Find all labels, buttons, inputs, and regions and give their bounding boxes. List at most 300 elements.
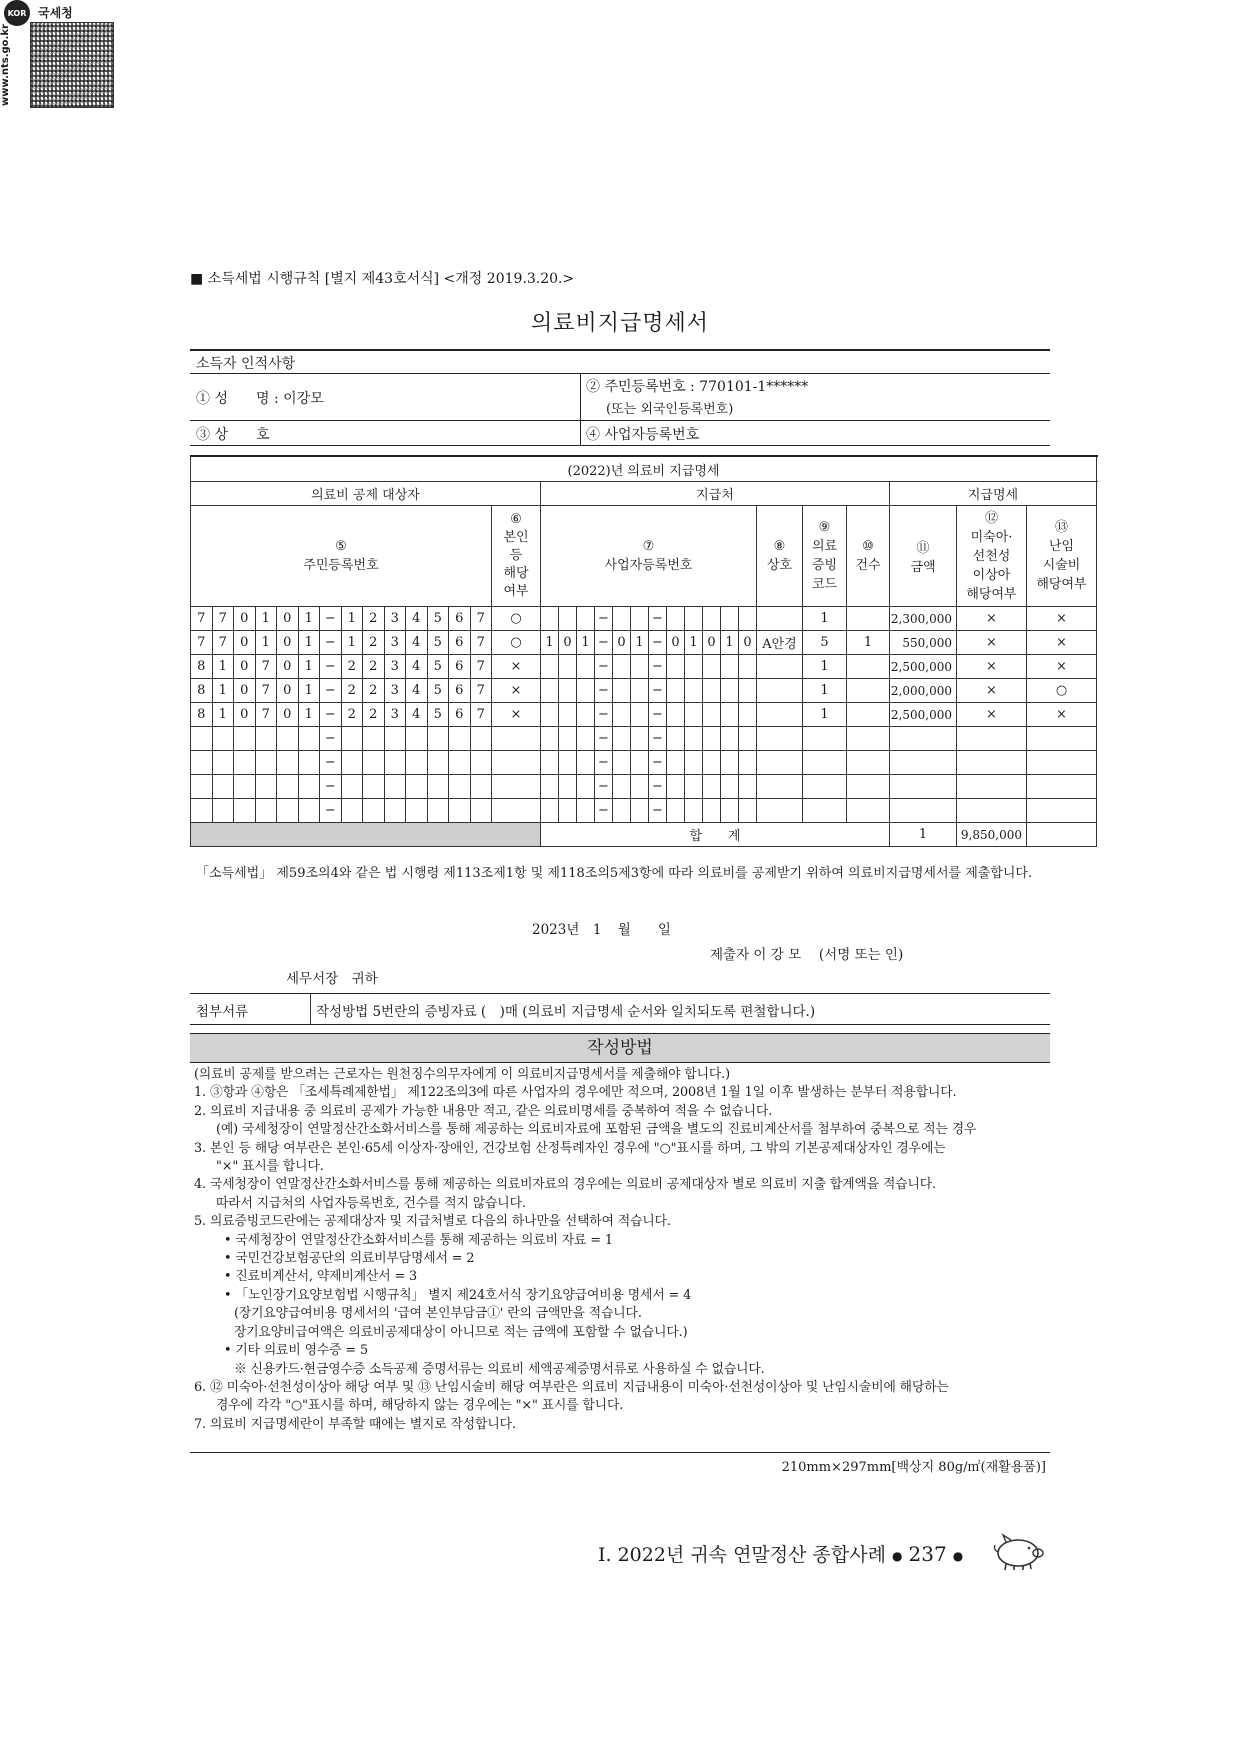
- rrn-digit-cell: 8: [191, 703, 213, 727]
- rrn-digit-cell: [406, 751, 428, 775]
- rrn-digit-cell: −: [320, 703, 342, 727]
- howto-line: 5. 의료증빙코드란에는 공제대상자 및 지급처별로 다음의 하나만을 선택하여 적습니다.: [194, 1214, 671, 1230]
- submitter-signature: 제출자 이 강 모 (서명 또는 인): [710, 947, 904, 963]
- bizno-digit-cell: [613, 799, 631, 823]
- empty-cell: [757, 727, 803, 751]
- bizno-digit-cell: [613, 727, 631, 751]
- bizno-digit-cell: [577, 799, 595, 823]
- bizno-digit-cell: −: [595, 703, 613, 727]
- rrn-digit-cell: [212, 751, 234, 775]
- howto-line: 경우에 각각 "○"표시를 하며, 해당하지 않는 경우에는 "×" 표시를 합니다.: [216, 1398, 624, 1414]
- rrn-digit-cell: 1: [341, 631, 363, 655]
- bizno-digit-cell: 0: [559, 631, 577, 655]
- howto-line: 장기요양비급여액은 의료비공제대상이 아니므로 적는 금액에 포함할 수 없습니다.): [234, 1324, 688, 1340]
- col-header-amount: ⑪ 금액: [890, 506, 957, 607]
- rrn-digit-cell: 5: [427, 655, 449, 679]
- infertility-cell: ×: [1027, 655, 1097, 679]
- group-header-details: 지급명세: [890, 482, 1097, 506]
- name-field: [196, 388, 324, 408]
- bizno-digit-cell: [685, 679, 703, 703]
- total-amount: 9,850,000: [957, 823, 1027, 847]
- rrn-digit-cell: 6: [449, 679, 471, 703]
- bizno-digit-cell: [577, 679, 595, 703]
- howto-instructions: [194, 1066, 1050, 1434]
- empty-cell: [1027, 823, 1097, 847]
- bizno-digit-cell: [703, 655, 721, 679]
- self-flag-cell: [492, 751, 541, 775]
- rrn-digit-cell: 3: [384, 631, 406, 655]
- rrn-digit-cell: [255, 799, 277, 823]
- rrn-digit-cell: 1: [341, 607, 363, 631]
- infertility-cell: ×: [1027, 631, 1097, 655]
- form-reference: ■ 소득세법 시행규칙 [별지 제43호서식] <개정 2019.3.20.>: [190, 271, 575, 287]
- bizno-digit-cell: [703, 775, 721, 799]
- bizno-digit-cell: [739, 655, 757, 679]
- shaded-cell: [191, 823, 541, 847]
- count-cell: [847, 679, 890, 703]
- rrn-sub-label: (또는 외국인등록번호): [606, 402, 734, 417]
- howto-line: • 국민건강보험공단의 의료비부담명세서 = 2: [224, 1251, 475, 1267]
- rrn-digit-cell: [427, 775, 449, 799]
- bizno-digit-cell: [667, 751, 685, 775]
- rrn-digit-cell: [341, 751, 363, 775]
- rrn-digit-cell: 1: [298, 679, 320, 703]
- rrn-digit-cell: 6: [449, 655, 471, 679]
- infertility-cell: ○: [1027, 679, 1097, 703]
- howto-line: (장기요양급여비용 명세서의 '급여 본인부담금①' 란의 금액만을 적습니다.: [234, 1306, 642, 1322]
- medical-expense-table: [190, 455, 1097, 847]
- rrn-digit-cell: [255, 751, 277, 775]
- table-row: [191, 679, 1097, 703]
- rrn-digit-cell: [470, 799, 492, 823]
- rrn-digit-cell: [427, 727, 449, 751]
- bizno-digit-cell: [631, 751, 649, 775]
- count-cell: [847, 607, 890, 631]
- self-flag-cell: ×: [492, 703, 541, 727]
- bizno-digit-cell: [613, 655, 631, 679]
- bizno-digit-cell: [541, 655, 559, 679]
- footer-bullet: ●: [952, 1549, 964, 1563]
- bizno-digit-cell: [613, 607, 631, 631]
- rrn-digit-cell: 4: [406, 655, 428, 679]
- bizno-digit-cell: [613, 775, 631, 799]
- empty-cell: [890, 751, 957, 775]
- kor-badge: KOR: [4, 0, 30, 26]
- pig-icon: [990, 1530, 1046, 1572]
- rrn-label: ② 주민등록번호 :: [586, 379, 700, 395]
- amount-cell: 2,300,000: [890, 607, 957, 631]
- empty-cell: [803, 799, 847, 823]
- empty-cell: [803, 751, 847, 775]
- footer-chapter: Ⅰ. 2022년 귀속 연말정산 종합사례: [598, 1544, 886, 1566]
- bizno-digit-cell: [631, 727, 649, 751]
- empty-cell: [890, 727, 957, 751]
- bizno-label: ④ 사업자등록번호: [586, 427, 700, 443]
- empty-cell: [1027, 775, 1097, 799]
- bizno-digit-cell: [739, 799, 757, 823]
- page-footer: [598, 1540, 963, 1567]
- bizno-digit-cell: [577, 703, 595, 727]
- bizno-digit-cell: [721, 727, 739, 751]
- table-row: [191, 631, 1097, 655]
- empty-cell: [847, 751, 890, 775]
- attachment-value: 작성방법 5번란의 증빙자료 ( )매 (의료비 지급명세 순서와 일치되도록 편철합니다.): [316, 1004, 816, 1020]
- rrn-digit-cell: [191, 775, 213, 799]
- rrn-digit-cell: 1: [212, 655, 234, 679]
- rrn-digit-cell: [234, 799, 256, 823]
- empty-cell: [847, 799, 890, 823]
- bizno-digit-cell: 1: [721, 631, 739, 655]
- bizno-digit-cell: −: [649, 679, 667, 703]
- bizno-digit-cell: [541, 703, 559, 727]
- rrn-digit-cell: 1: [255, 607, 277, 631]
- premature-cell: ×: [957, 655, 1027, 679]
- col-header-count: ⑩ 건수: [847, 506, 890, 607]
- bizno-digit-cell: [685, 655, 703, 679]
- rrn-digit-cell: 2: [363, 679, 385, 703]
- rrn-digit-cell: 7: [212, 607, 234, 631]
- rrn-field: [586, 376, 808, 396]
- rule: [310, 994, 311, 1024]
- col-header-company: ⑧ 상호: [757, 506, 803, 607]
- rrn-digit-cell: [470, 775, 492, 799]
- rule: [190, 420, 1050, 421]
- rrn-digit-cell: [384, 751, 406, 775]
- table-row: [191, 775, 1097, 799]
- group-header-payee: 지급처: [541, 482, 890, 506]
- rrn-digit-cell: [449, 727, 471, 751]
- rrn-digit-cell: [191, 799, 213, 823]
- bizno-digit-cell: [685, 799, 703, 823]
- rrn-digit-cell: [212, 775, 234, 799]
- bizno-digit-cell: [721, 703, 739, 727]
- bizno-digit-cell: −: [595, 799, 613, 823]
- bizno-digit-cell: −: [649, 655, 667, 679]
- bizno-digit-cell: [559, 655, 577, 679]
- rrn-digit-cell: [255, 775, 277, 799]
- bizno-digit-cell: [631, 799, 649, 823]
- rrn-digit-cell: 8: [191, 655, 213, 679]
- rule: [190, 1452, 1050, 1453]
- bizno-digit-cell: [613, 679, 631, 703]
- empty-cell: [847, 775, 890, 799]
- company-cell: [757, 607, 803, 631]
- bizno-digit-cell: [631, 607, 649, 631]
- rrn-digit-cell: −: [320, 631, 342, 655]
- bizno-digit-cell: [613, 751, 631, 775]
- rrn-digit-cell: [427, 751, 449, 775]
- name-value: 이강모: [283, 391, 324, 407]
- rrn-digit-cell: [234, 751, 256, 775]
- bizno-digit-cell: [613, 703, 631, 727]
- rrn-digit-cell: [341, 727, 363, 751]
- rrn-digit-cell: [234, 775, 256, 799]
- rrn-digit-cell: −: [320, 751, 342, 775]
- empty-cell: [890, 799, 957, 823]
- company-cell: A안경: [757, 631, 803, 655]
- premature-cell: ×: [957, 631, 1027, 655]
- attachment-row: [190, 993, 1050, 1025]
- bizno-digit-cell: −: [595, 607, 613, 631]
- bizno-digit-cell: [559, 607, 577, 631]
- company-label: ③ 상 호: [196, 427, 270, 443]
- name-label: ① 성 명 :: [196, 391, 284, 407]
- bizno-digit-cell: [685, 727, 703, 751]
- company-cell: [757, 655, 803, 679]
- bizno-digit-cell: −: [595, 631, 613, 655]
- bizno-digit-cell: [739, 727, 757, 751]
- self-flag-cell: [492, 775, 541, 799]
- rrn-digit-cell: −: [320, 775, 342, 799]
- howto-line: 6. ⑫ 미숙아·선천성이상아 해당 여부 및 ⑬ 난임시술비 해당 여부란은 의료비 지급내용이 미숙아·선천성이상아 및 난임시술비에 해당하는: [194, 1379, 949, 1395]
- table-row: [191, 607, 1097, 631]
- rrn-digit-cell: 0: [277, 703, 299, 727]
- rrn-digit-cell: 7: [470, 679, 492, 703]
- rrn-digit-cell: −: [320, 655, 342, 679]
- rrn-digit-cell: 2: [363, 607, 385, 631]
- rrn-digit-cell: 3: [384, 679, 406, 703]
- rrn-digit-cell: 0: [277, 607, 299, 631]
- logo-url: www.nts.go.kr: [0, 24, 11, 106]
- rrn-digit-cell: [234, 727, 256, 751]
- rrn-digit-cell: 0: [234, 631, 256, 655]
- table-row: [191, 727, 1097, 751]
- empty-cell: [890, 775, 957, 799]
- col-header-self: ⑥ 본인 등 해당 여부: [492, 506, 541, 607]
- rrn-digit-cell: [363, 751, 385, 775]
- bizno-digit-cell: [721, 799, 739, 823]
- rrn-digit-cell: [406, 799, 428, 823]
- rrn-digit-cell: 6: [449, 631, 471, 655]
- self-flag-cell: ×: [492, 655, 541, 679]
- bizno-digit-cell: [577, 775, 595, 799]
- rrn-digit-cell: 5: [427, 679, 449, 703]
- declaration-date: 2023년 1 월 일: [532, 922, 671, 938]
- bizno-digit-cell: [631, 655, 649, 679]
- bizno-digit-cell: 0: [739, 631, 757, 655]
- bizno-digit-cell: −: [649, 631, 667, 655]
- bizno-digit-cell: [703, 799, 721, 823]
- empty-cell: [1027, 751, 1097, 775]
- rrn-digit-cell: 7: [255, 679, 277, 703]
- qr-code-icon: [30, 22, 114, 108]
- bizno-digit-cell: [685, 751, 703, 775]
- paper-spec: 210mm×297mm[백상지 80g/㎡(재활용품)]: [781, 1460, 1046, 1475]
- howto-line: (예) 국세청장이 연말정산간소화서비스를 통해 제공하는 의료비자료에 포함된 금액을 별도의 진료비계산서를 첨부하여 중복으로 적는 경우: [216, 1122, 977, 1138]
- rrn-digit-cell: [212, 799, 234, 823]
- code-cell: 1: [803, 655, 847, 679]
- amount-cell: 2,000,000: [890, 679, 957, 703]
- self-flag-cell: ×: [492, 679, 541, 703]
- bizno-digit-cell: [559, 775, 577, 799]
- rrn-digit-cell: 3: [384, 703, 406, 727]
- page-number: 237: [908, 1542, 947, 1566]
- empty-cell: [957, 775, 1027, 799]
- bizno-digit-cell: [631, 703, 649, 727]
- rrn-digit-cell: 1: [255, 631, 277, 655]
- bizno-digit-cell: [541, 679, 559, 703]
- rrn-digit-cell: 7: [470, 631, 492, 655]
- document-title: 의료비지급명세서: [530, 311, 710, 336]
- howto-line: • 진료비계산서, 약제비계산서 = 3: [224, 1269, 418, 1285]
- rrn-digit-cell: 4: [406, 679, 428, 703]
- rrn-digit-cell: 8: [191, 679, 213, 703]
- bizno-digit-cell: 0: [613, 631, 631, 655]
- amount-cell: 2,500,000: [890, 655, 957, 679]
- rrn-digit-cell: [341, 799, 363, 823]
- rrn-digit-cell: 0: [277, 679, 299, 703]
- bizno-digit-cell: 1: [541, 631, 559, 655]
- bizno-digit-cell: [667, 775, 685, 799]
- empty-cell: [957, 799, 1027, 823]
- empty-cell: [957, 727, 1027, 751]
- total-row: [191, 823, 1097, 847]
- rrn-digit-cell: 7: [470, 607, 492, 631]
- bizno-digit-cell: [667, 607, 685, 631]
- rrn-digit-cell: 7: [255, 655, 277, 679]
- person-section-label: 소득자 인적사항: [196, 356, 296, 372]
- table-row: [191, 799, 1097, 823]
- amount-cell: 2,500,000: [890, 703, 957, 727]
- bizno-digit-cell: [631, 775, 649, 799]
- rrn-digit-cell: 5: [427, 703, 449, 727]
- rrn-digit-cell: −: [320, 607, 342, 631]
- howto-line: ※ 신용카드·현금영수증 소득공제 증명서류는 의료비 세액공제증명서류로 사용하실 수 없습니다.: [234, 1361, 765, 1377]
- self-flag-cell: [492, 727, 541, 751]
- rrn-digit-cell: 1: [212, 703, 234, 727]
- bizno-digit-cell: [739, 751, 757, 775]
- empty-cell: [803, 727, 847, 751]
- total-count: 1: [890, 823, 957, 847]
- howto-line: (의료비 공제를 받으려는 근로자는 원천징수의무자에게 이 의료비지급명세서를 제출해야 합니다.): [194, 1067, 730, 1082]
- premature-cell: ×: [957, 607, 1027, 631]
- rrn-digit-cell: [449, 751, 471, 775]
- premature-cell: ×: [957, 679, 1027, 703]
- rrn-digit-cell: 3: [384, 655, 406, 679]
- empty-cell: [757, 799, 803, 823]
- bizno-digit-cell: [559, 679, 577, 703]
- rrn-digit-cell: [449, 775, 471, 799]
- rrn-value: 770101-1******: [699, 379, 809, 395]
- bizno-digit-cell: 1: [631, 631, 649, 655]
- rrn-digit-cell: 6: [449, 703, 471, 727]
- amount-cell: 550,000: [890, 631, 957, 655]
- bizno-digit-cell: [667, 679, 685, 703]
- rrn-digit-cell: 0: [234, 679, 256, 703]
- rrn-digit-cell: 2: [363, 703, 385, 727]
- year-title: (2022)년 의료비 지급명세: [191, 456, 1097, 482]
- bizno-digit-cell: [739, 703, 757, 727]
- rrn-digit-cell: 4: [406, 607, 428, 631]
- bizno-digit-cell: 0: [703, 631, 721, 655]
- rrn-digit-cell: 7: [470, 703, 492, 727]
- logo-org-name: 국세청: [38, 6, 73, 20]
- bizno-digit-cell: [541, 751, 559, 775]
- bizno-digit-cell: 1: [685, 631, 703, 655]
- col-header-rrn: ⑤ 주민등록번호: [191, 506, 492, 607]
- bizno-digit-cell: [721, 655, 739, 679]
- premature-cell: ×: [957, 703, 1027, 727]
- rrn-digit-cell: [298, 751, 320, 775]
- rrn-digit-cell: 7: [191, 631, 213, 655]
- rrn-digit-cell: [363, 799, 385, 823]
- rrn-digit-cell: [470, 727, 492, 751]
- bizno-digit-cell: [685, 703, 703, 727]
- bizno-digit-cell: −: [649, 799, 667, 823]
- rrn-digit-cell: 0: [234, 703, 256, 727]
- bizno-digit-cell: [577, 727, 595, 751]
- count-cell: [847, 703, 890, 727]
- rrn-digit-cell: 4: [406, 631, 428, 655]
- bizno-digit-cell: [703, 727, 721, 751]
- rrn-digit-cell: [298, 775, 320, 799]
- rrn-digit-cell: [277, 727, 299, 751]
- bizno-digit-cell: [559, 727, 577, 751]
- bizno-digit-cell: −: [595, 775, 613, 799]
- empty-cell: [757, 751, 803, 775]
- rrn-digit-cell: 1: [298, 655, 320, 679]
- rrn-digit-cell: 2: [341, 679, 363, 703]
- bizno-digit-cell: [739, 607, 757, 631]
- table-row: [191, 751, 1097, 775]
- rrn-digit-cell: [277, 775, 299, 799]
- rrn-digit-cell: 0: [277, 631, 299, 655]
- bizno-digit-cell: [559, 703, 577, 727]
- company-cell: [757, 679, 803, 703]
- bizno-digit-cell: [703, 679, 721, 703]
- footer-bullet: ●: [892, 1549, 903, 1563]
- howto-line: • 기타 의료비 영수증 = 5: [224, 1343, 369, 1359]
- bizno-digit-cell: 0: [667, 631, 685, 655]
- rrn-digit-cell: 1: [298, 607, 320, 631]
- infertility-cell: ×: [1027, 703, 1097, 727]
- howto-line: • 국세청장이 연말정산간소화서비스를 통해 제공하는 의료비 자료 = 1: [224, 1232, 613, 1248]
- nts-logo: [0, 0, 114, 110]
- empty-cell: [957, 751, 1027, 775]
- howto-title: 작성방법: [190, 1033, 1050, 1063]
- rrn-digit-cell: 5: [427, 631, 449, 655]
- bizno-digit-cell: [703, 751, 721, 775]
- bizno-digit-cell: [577, 607, 595, 631]
- howto-line: 1. ③항과 ④항은 「조세특례제한법」 제122조의3에 따른 사업자의 경우에만 적으며, 2008년 1월 1일 이후 발생하는 분부터 적용합니다.: [194, 1085, 957, 1101]
- bizno-digit-cell: [685, 775, 703, 799]
- rrn-digit-cell: 0: [234, 607, 256, 631]
- bizno-digit-cell: [703, 607, 721, 631]
- rrn-digit-cell: 7: [212, 631, 234, 655]
- company-cell: [757, 703, 803, 727]
- howto-line: 3. 본인 등 해당 여부란은 본인·65세 이상자·장애인, 건강보험 산정특례자인 경우에 "○"표시를 하며, 그 밖의 기본공제대상자인 경우에는: [194, 1140, 946, 1156]
- howto-line: "×" 표시를 합니다.: [216, 1159, 324, 1175]
- empty-cell: [803, 775, 847, 799]
- rrn-digit-cell: [191, 727, 213, 751]
- bizno-digit-cell: −: [649, 751, 667, 775]
- rrn-digit-cell: [406, 775, 428, 799]
- rrn-digit-cell: 2: [363, 631, 385, 655]
- rrn-digit-cell: [449, 799, 471, 823]
- col-header-bizno: ⑦ 사업자등록번호: [541, 506, 757, 607]
- howto-line: 7. 의료비 지급명세란이 부족할 때에는 별지로 작성합니다.: [194, 1416, 516, 1432]
- rule: [190, 373, 1050, 374]
- bizno-digit-cell: [721, 607, 739, 631]
- rrn-digit-cell: 2: [341, 655, 363, 679]
- bizno-digit-cell: [541, 799, 559, 823]
- empty-cell: [1027, 727, 1097, 751]
- bizno-digit-cell: [559, 751, 577, 775]
- bizno-digit-cell: 1: [577, 631, 595, 655]
- rrn-digit-cell: [277, 799, 299, 823]
- bizno-digit-cell: [577, 655, 595, 679]
- bizno-digit-cell: [631, 679, 649, 703]
